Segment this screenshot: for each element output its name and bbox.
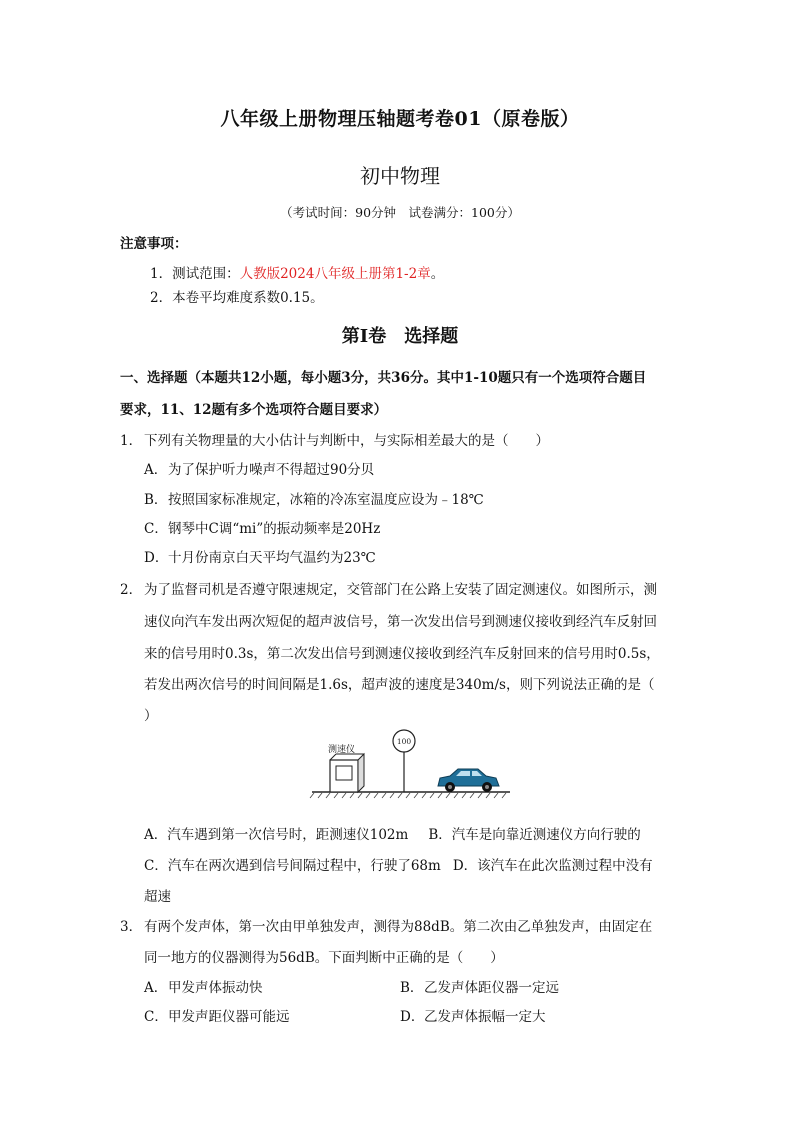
option-text: 乙发声体距仪器一定远 bbox=[424, 980, 559, 996]
option-text: 乙发声体振幅一定大 bbox=[424, 1009, 546, 1025]
question-3-option-b bbox=[400, 976, 559, 996]
question-2-option-d: D．该汽车在此次监测过程中没有 bbox=[452, 858, 653, 874]
question-2-stem-line5: ） bbox=[144, 708, 158, 724]
question-2-number: 2． bbox=[120, 582, 143, 598]
section-heading-line2: 要求，11、12题有多个选项符合题目要求） bbox=[120, 402, 388, 418]
note-item-1-suffix: 。 bbox=[430, 266, 445, 282]
question-3-stem-line2: 同一地方的仪器测得为56dB。下面判断中正确的是（ ） bbox=[144, 950, 504, 966]
option-text: 按照国家标准规定，冰箱的冷冻室温度应设为﹣18℃ bbox=[168, 492, 484, 508]
page-subtitle: 初中物理 bbox=[360, 164, 440, 188]
question-2-option-a: A．汽车遇到第一次信号时，距测速仪102m bbox=[144, 827, 409, 843]
option-letter: B． bbox=[400, 980, 424, 996]
question-2-stem-line2: 速仪向汽车发出两次短促的超声波信号，第一次发出信号到测速仪接收到经汽车反射回 bbox=[144, 614, 657, 630]
speed-meter-device-icon bbox=[330, 754, 364, 792]
speed-camera-figure bbox=[300, 724, 520, 804]
question-2-option-b: B．汽车是向靠近测速仪方向行驶的 bbox=[428, 827, 641, 843]
device-label: 测速仪 bbox=[328, 745, 356, 755]
option-letter: C． bbox=[144, 521, 168, 537]
question-1-option-d bbox=[144, 546, 376, 566]
option-text: 甲发声体振动快 bbox=[168, 980, 263, 996]
question-1-option-c bbox=[144, 517, 380, 537]
option-letter: C． bbox=[144, 1009, 168, 1025]
option-letter: B． bbox=[144, 492, 168, 508]
question-2-stem-line3: 来的信号用时0.3s，第二次发出信号到测速仪接收到经汽车反射回来的信号用时0.5s， bbox=[144, 646, 660, 662]
option-text: 甲发声距仪器可能远 bbox=[168, 1009, 290, 1025]
question-2-options-row2 bbox=[144, 854, 653, 874]
page-title: 八年级上册物理压轴题考卷01（原卷版） bbox=[220, 108, 580, 130]
note-item-1 bbox=[150, 262, 444, 282]
option-text: 十月份南京白天平均气温约为23℃ bbox=[168, 550, 376, 566]
question-1-option-b bbox=[144, 488, 484, 508]
question-1-option-a bbox=[144, 458, 374, 478]
option-letter: D． bbox=[400, 1009, 425, 1025]
question-1-stem bbox=[120, 429, 549, 449]
question-3-option-c bbox=[144, 1005, 290, 1025]
option-letter: A． bbox=[144, 980, 168, 996]
question-2-text: 为了监督司机是否遵守限速规定，交管部门在公路上安装了固定测速仪。如图所示，测 bbox=[144, 582, 657, 598]
option-letter: A． bbox=[144, 462, 168, 478]
question-3-option-d bbox=[400, 1005, 546, 1025]
sign-label: 100 bbox=[396, 737, 412, 746]
question-3-stem-line1 bbox=[120, 915, 652, 935]
ground bbox=[310, 792, 510, 798]
question-2-stem-line1 bbox=[120, 578, 657, 598]
exam-info: （考试时间：90分钟 试卷满分：100分） bbox=[280, 205, 520, 220]
question-3-text: 有两个发声体，第一次由甲单独发声，测得为88dB。第二次由乙单独发声，由固定在 bbox=[144, 919, 653, 935]
question-3-option-a bbox=[144, 976, 263, 996]
question-1-text: 下列有关物理量的大小估计与判断中，与实际相差最大的是（ ） bbox=[144, 433, 549, 449]
option-letter: D． bbox=[144, 550, 169, 566]
note-item-1-range: 人教版2024八年级上册第1-2章 bbox=[239, 266, 431, 282]
note-item-2: 2．本卷平均难度系数0.15。 bbox=[150, 290, 324, 306]
question-2-option-c: C．汽车在两次遇到信号间隔过程中，行驶了68m bbox=[144, 858, 441, 874]
question-2-options-row1 bbox=[144, 823, 641, 843]
option-text: 钢琴中C调“mi”的振动频率是20Hz bbox=[168, 521, 381, 537]
notes-heading: 注意事项： bbox=[120, 236, 188, 252]
note-item-1-prefix: 1．测试范围： bbox=[150, 266, 240, 282]
section-heading-line1: 一、选择题（本题共12小题，每小题3分，共36分。其中1-10题只有一个选项符合题目 bbox=[120, 370, 647, 386]
question-1-number: 1． bbox=[120, 433, 143, 449]
part-title: 第Ⅰ卷 选择题 bbox=[341, 326, 459, 347]
question-2-option-d-cont: 超速 bbox=[144, 889, 171, 905]
option-text: 为了保护听力噪声不得超过90分贝 bbox=[168, 462, 375, 478]
car-icon bbox=[438, 769, 499, 792]
question-2-stem-line4: 若发出两次信号的时间间隔是1.6s，超声波的速度是340m/s，则下列说法正确的是（ bbox=[144, 677, 655, 693]
question-3-number: 3． bbox=[120, 919, 143, 935]
